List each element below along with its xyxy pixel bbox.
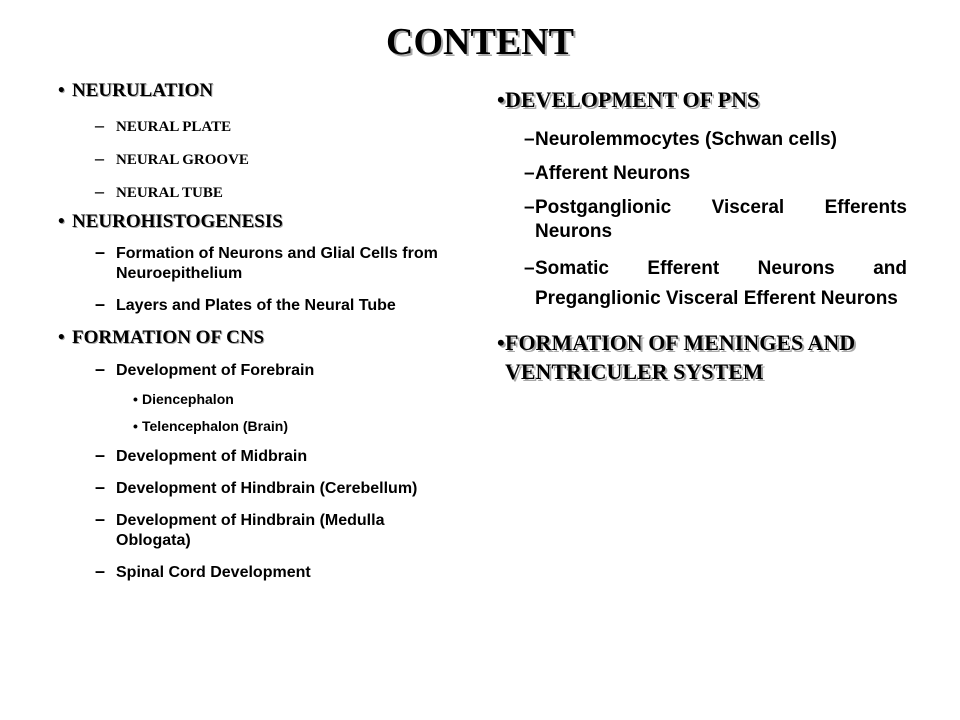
list-item: [524, 254, 907, 314]
dash-icon: –: [95, 445, 106, 465]
dash-icon: –: [95, 359, 106, 379]
right-column: [497, 88, 907, 386]
bullet-icon: •: [58, 327, 65, 348]
section-title: FORMATION OF MENINGES AND VENTRICULER SYSTEM: [505, 330, 856, 384]
dash-icon: –: [95, 477, 106, 497]
dash-icon: –: [95, 294, 106, 314]
sub-list-item: [133, 417, 460, 435]
section-heading: [58, 211, 460, 233]
list-item: [524, 128, 907, 152]
section-title: DEVELOPMENT OF PNS: [505, 87, 760, 112]
item-text: Development of Hindbrain (Cerebellum): [116, 480, 418, 497]
section-title: NEURULATION: [72, 80, 214, 101]
bullet-icon: •: [497, 330, 505, 355]
item-text: Development of Forebrain: [116, 362, 315, 379]
item-text: Afferent Neurons: [535, 163, 691, 184]
bullet-icon: •: [58, 80, 65, 101]
item-text: Diencephalon: [142, 391, 234, 407]
slide-title: CONTENT: [386, 21, 574, 63]
list-item: [95, 445, 460, 467]
item-text: Development of Midbrain: [116, 448, 308, 465]
bullet-icon: •: [497, 87, 505, 112]
list-item: [95, 509, 460, 551]
dash-icon: –: [524, 197, 535, 218]
bullet-icon: •: [133, 391, 138, 407]
section-title: FORMATION OF CNS: [72, 327, 265, 348]
item-text: Spinal Cord Development: [116, 564, 311, 581]
list-item: [95, 181, 460, 203]
dash-icon: –: [95, 148, 104, 168]
item-text: Postganglionic Visceral Efferents Neurons: [535, 197, 907, 242]
list-item: [95, 294, 460, 316]
section-title: NEUROHISTOGENESIS: [72, 211, 283, 232]
item-text: Telencephalon (Brain): [142, 418, 288, 434]
left-column: [58, 80, 460, 583]
dash-icon: –: [95, 561, 106, 581]
item-text: Formation of Neurons and Glial Cells from Neuroepithelium: [116, 245, 438, 282]
item-text: NEURAL GROOVE: [116, 152, 249, 168]
dash-icon: –: [95, 115, 104, 135]
section-heading: [58, 80, 460, 102]
list-item: [524, 196, 907, 244]
list-item: [95, 148, 460, 170]
bullet-icon: •: [58, 211, 65, 232]
list-item: [95, 242, 460, 284]
item-text: NEURAL PLATE: [116, 119, 232, 135]
item-text: Development of Hindbrain (Medulla Oblogata): [116, 512, 385, 549]
dash-icon: –: [524, 163, 535, 184]
item-text: Somatic Efferent Neurons and Preganglionic Visceral Efferent Neurons: [535, 258, 907, 309]
item-text: Layers and Plates of the Neural Tube: [116, 297, 396, 314]
dash-icon: –: [524, 258, 535, 279]
dash-icon: –: [95, 181, 104, 201]
list-item: [95, 115, 460, 137]
list-item: [95, 359, 460, 381]
item-text: NEURAL TUBE: [116, 185, 223, 201]
dash-icon: –: [524, 129, 535, 150]
sub-list-item: [133, 390, 460, 408]
item-text: Neurolemmocytes (Schwan cells): [535, 129, 837, 150]
section-heading: [58, 327, 460, 349]
list-item: [524, 162, 907, 186]
section-heading: [497, 328, 907, 386]
dash-icon: –: [95, 242, 106, 262]
bullet-icon: •: [133, 418, 138, 434]
list-item: [95, 561, 460, 583]
section-heading: [497, 88, 907, 112]
list-item: [95, 477, 460, 499]
dash-icon: –: [95, 509, 106, 529]
